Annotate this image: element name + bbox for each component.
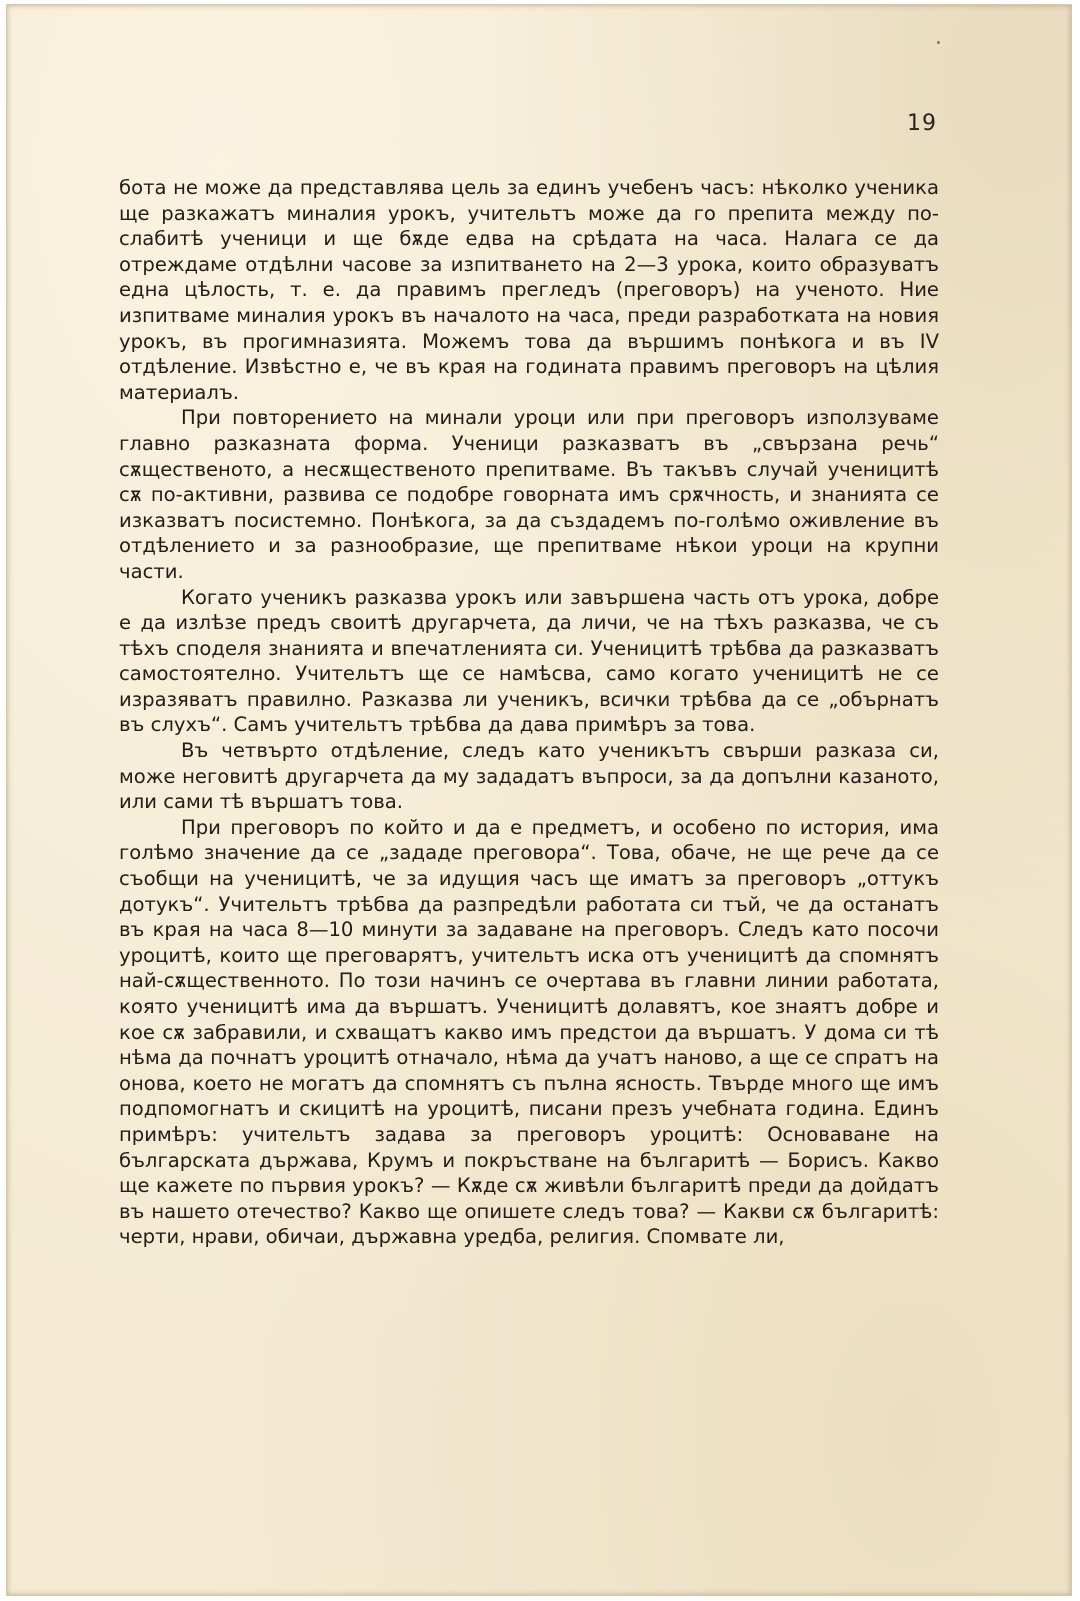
page-number: 19	[907, 111, 937, 136]
paragraph-1: бота не може да представлява цель за единъ учебенъ часъ: нѣколко ученика ще разкажатъ миналия урокъ, учительтъ може да го препита между по-слабитѣ ученици и ще бѫде едва на срѣдата на часа. Налага се да отреждаме отдѣлни часове за изпитването на 2—3 урока, които образуватъ една цѣлость, т. е. да правимъ прегледъ (преговоръ) на ученото. Ние изпитваме миналия урокъ въ началото на часа, преди разработката на новия урокъ, въ прогимназията. Можемъ това да вършимъ понѣкога и въ IV отдѣление. Извѣстно е, че въ края на годината правимъ преговоръ на цѣлия материалъ.	[119, 176, 939, 404]
paper-speck	[937, 41, 940, 44]
paragraph-2: При повторението на минали уроци или при преговоръ използуваме главно разказната форма. Ученици разказватъ въ „свързана речь“ сѫщественото, а несѫщественото препитваме. Въ такъвъ случай ученицитѣ сѫ по-активни, развива се подобре говорната имъ срѫчность, и знанията се изказватъ посистемно. Понѣкога, за да създадемъ по-голѣмо оживление въ отдѣлението и за разнообразие, ще препитваме нѣкои уроци на крупни части.	[119, 406, 939, 583]
paragraph-4: Въ четвърто отдѣление, следъ като ученикътъ свърши разказа си, може неговитѣ другарчета да му зададатъ въпроси, за да допълни казаното, или сами тѣ вършатъ това.	[119, 739, 939, 814]
paragraph-5: При преговоръ по който и да е предметъ, и особено по история, има голѣмо значение да се „зададе преговора“. Това, обаче, не ще рече да се съобщи на ученицитѣ, че за идущия часъ ще иматъ за преговоръ „оттукъ дотукъ“. Учительтъ трѣбва да разпредѣли работата си тъй, че да останатъ въ края на часа 8—10 минути за задаване на преговоръ. Следъ като посочи уроцитѣ, които ще преговарятъ, учительтъ иска отъ ученицитѣ да спомнятъ най-сѫщественното. По този начинъ се очертава въ главни линии работата, която ученицитѣ има да вършатъ. Ученицитѣ долавятъ, кое знаятъ добре и кое сѫ забравили, и схващатъ какво имъ предстои да вършатъ. У дома си тѣ нѣма да почнатъ уроцитѣ отначало, нѣма да учатъ наново, а ще се спратъ на онова, което не могатъ да спомнятъ съ пълна ясность. Твърде много ще имъ подпомогнатъ и скицитѣ на уроцитѣ, писани презъ учебната година. Единъ примѣръ: учительтъ задава за преговоръ уроцитѣ: Основаване на българската държава, Крумъ и покръстване на българитѣ — Борисъ. Какво ще кажете по първия урокъ? — Кѫде сѫ живѣли българитѣ преди да дойдатъ въ нашето отечество? Какво ще опишете следъ това? — Какви сѫ българитѣ: черти, нрави, обичаи, държавна уредба, религия. Спомвате ли,	[119, 815, 939, 1249]
book-page	[6, 4, 1072, 1596]
body-text	[119, 175, 939, 1250]
paragraph-3: Когато ученикъ разказва урокъ или завършена часть отъ урока, добре е да излѣзе предъ своитѣ другарчета, да личи, че на тѣхъ разказва, че съ тѣхъ споделя знанията и впечатленията си. Ученицитѣ трѣбва да разказватъ самостоятелно. Учительтъ ще се намѣсва, само когато ученицитѣ не се изразяватъ правилно. Разказва ли ученикъ, всички трѣбва да се „обърнатъ въ слухъ“. Самъ учительтъ трѣбва да дава примѣръ за това.	[119, 585, 939, 737]
